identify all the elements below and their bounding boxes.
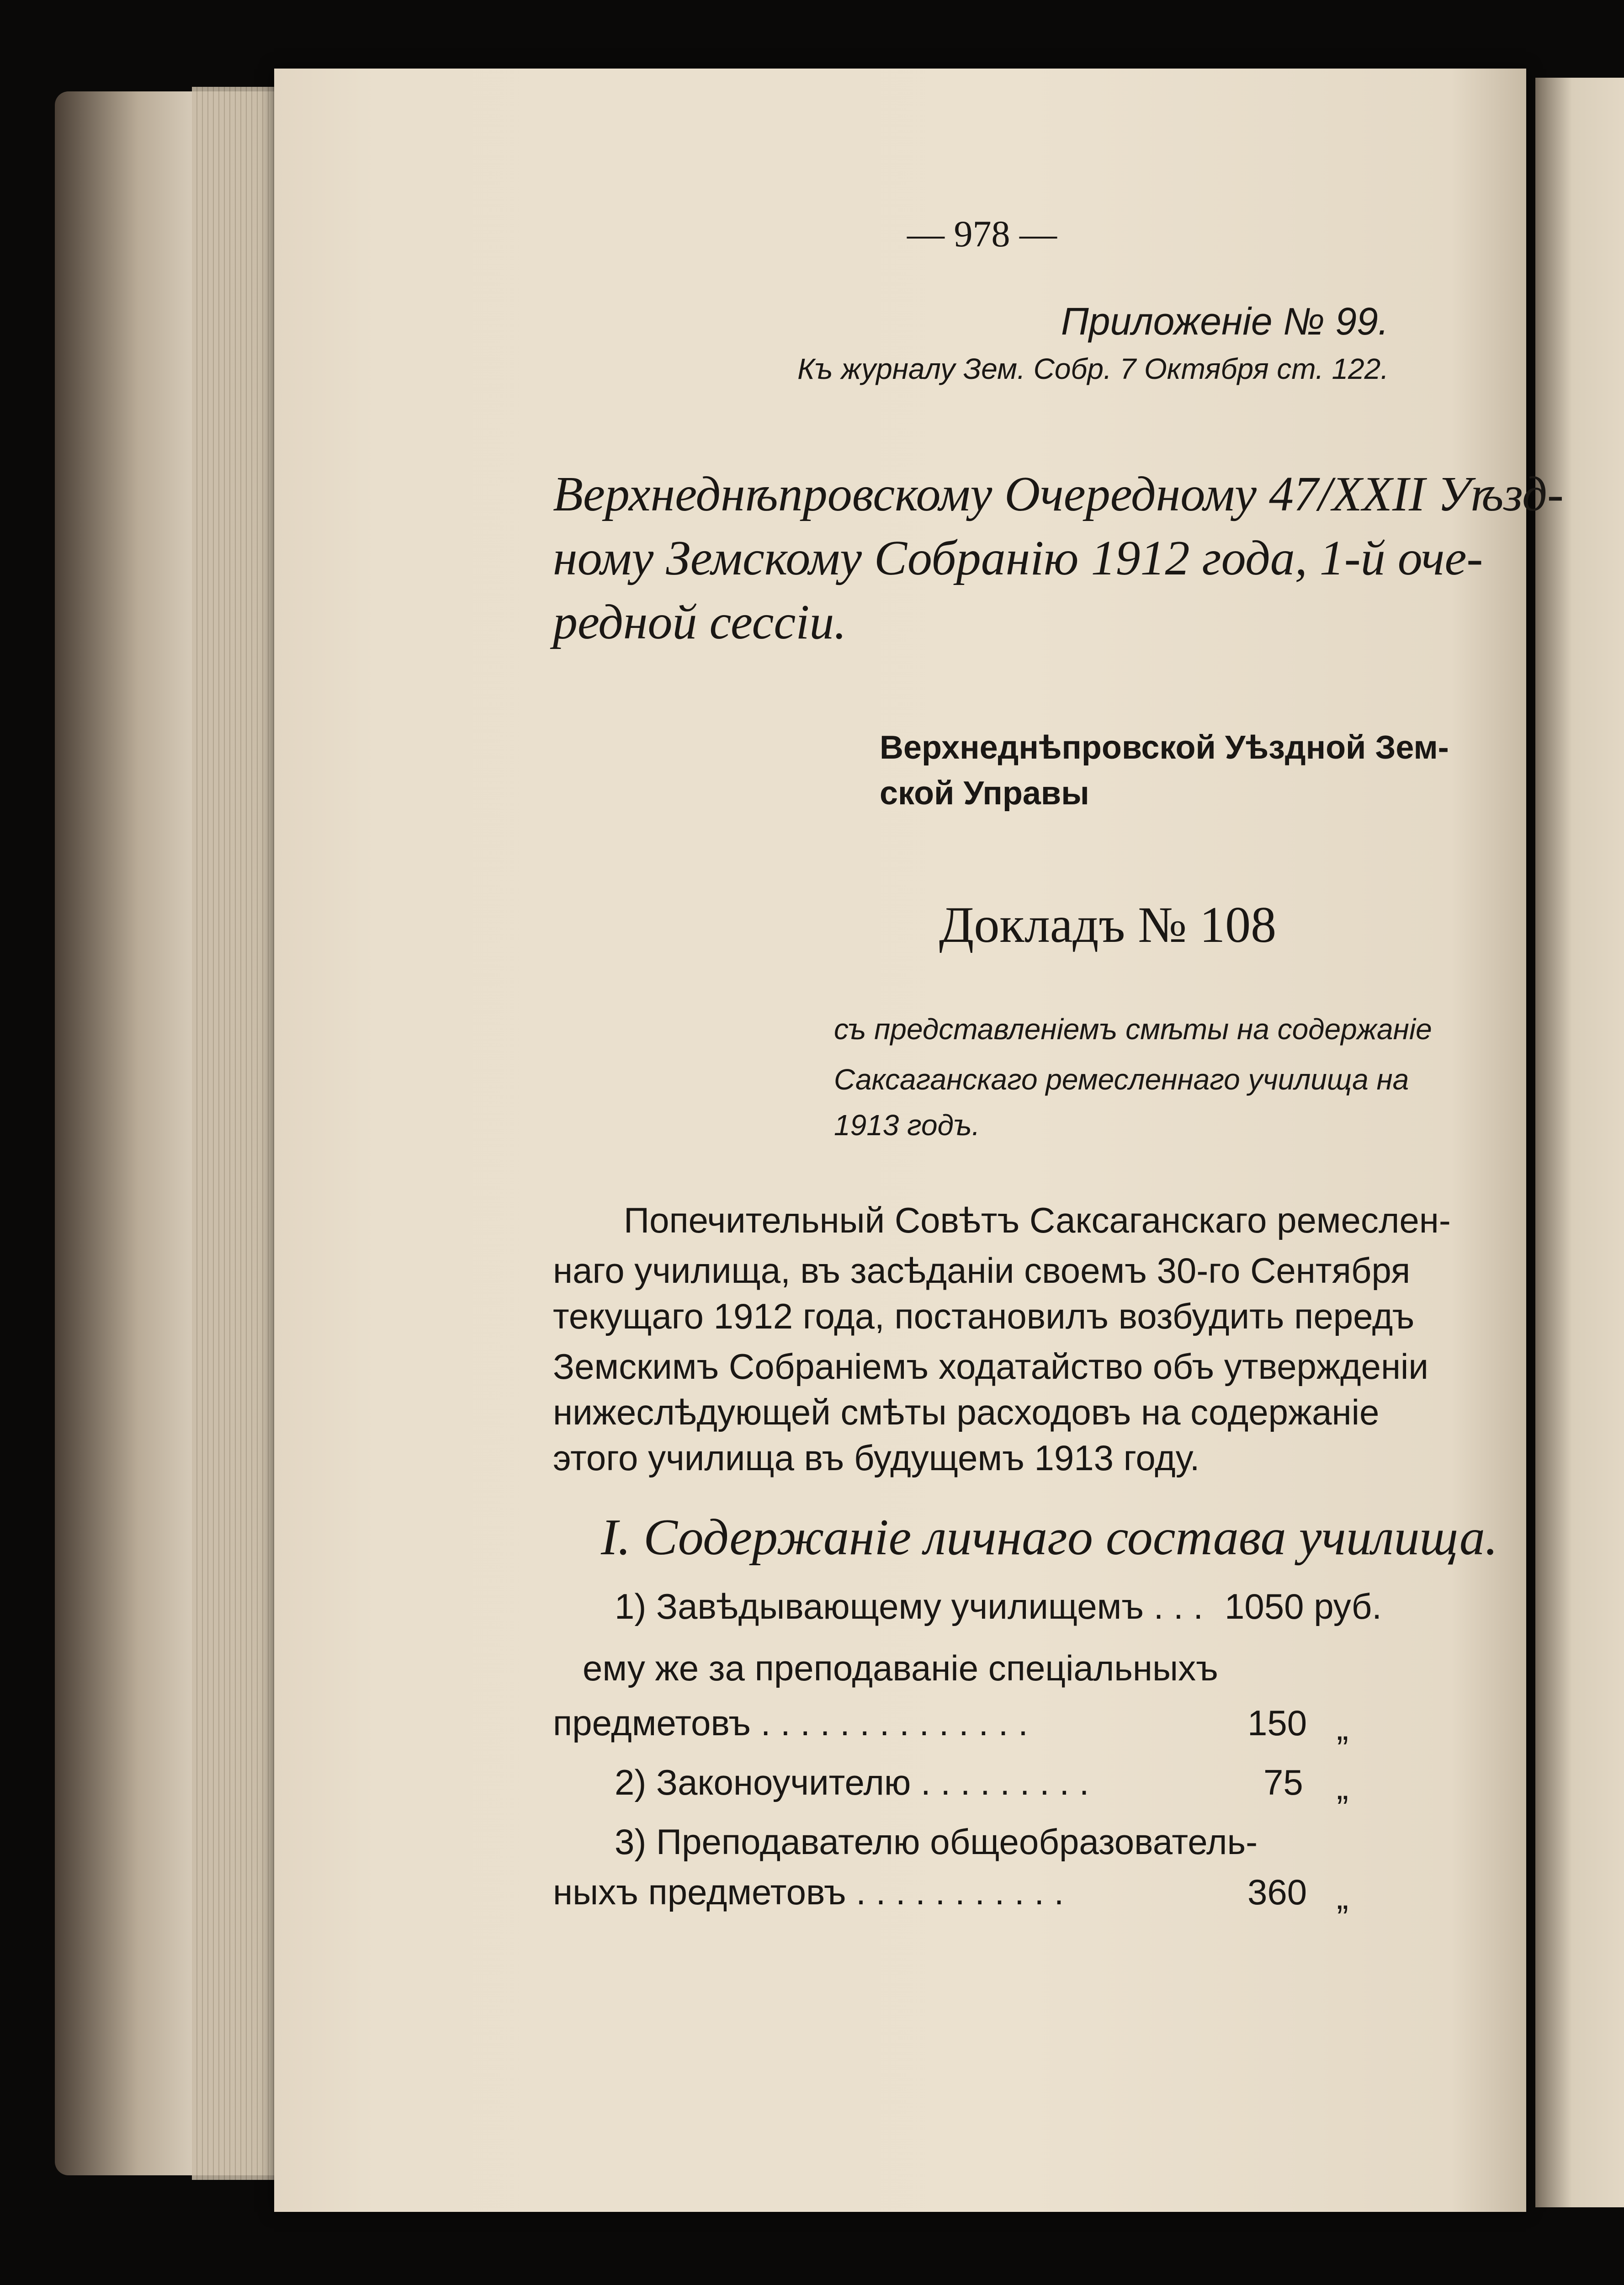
subject-line: Саксаганскаго ремесленнаго училища на <box>834 1063 1409 1096</box>
address-line: ному Земскому Собранію 1912 года, 1-й оче- <box>553 531 1483 585</box>
body-text-line: Попечительный Совѣтъ Саксаганскаго ремеслен- <box>624 1200 1451 1240</box>
section-heading: I. Содержаніе личнаго состава училища. <box>601 1509 1498 1566</box>
body-text-line: этого училища въ будущемъ 1913 году. <box>553 1438 1200 1478</box>
budget-item-amount: 360 <box>1247 1872 1307 1912</box>
budget-item-amount: 150 <box>1247 1703 1307 1743</box>
budget-item-label: 1) Завѣдывающему училищемъ . . . <box>615 1586 1203 1626</box>
page-number: — 978 — <box>907 213 1057 255</box>
subject-line: съ представленіемъ смѣты на содержаніе <box>834 1013 1432 1046</box>
budget-item-label: 2) Законоучителю . . . . . . . . . <box>615 1762 1089 1802</box>
body-text-line: нижеслѣдующей смѣты расходовъ на содержаніе <box>553 1392 1380 1432</box>
ditto-mark: „ <box>1337 1767 1348 1807</box>
journal-reference: Къ журналу Зем. Собр. 7 Октября ст. 122. <box>797 352 1389 385</box>
budget-item-amount: 75 <box>1263 1762 1303 1802</box>
board-name-line: Верхнеднѣпровской Уѣздной Зем- <box>880 729 1449 766</box>
board-name-line: ской Управы <box>880 775 1089 812</box>
budget-item-amount: 1050 руб. <box>1225 1586 1382 1626</box>
facing-page-edge <box>1535 78 1624 2207</box>
ditto-mark: „ <box>1337 1707 1348 1748</box>
report-title: Докладъ № 108 <box>939 897 1277 953</box>
subject-line: 1913 годъ. <box>834 1109 980 1142</box>
address-line: Верхнеднѣпровскому Очередному 47/XXII Уѣзд- <box>553 467 1564 521</box>
appendix-label: Приложеніе № 99. <box>1061 300 1389 343</box>
body-text-line: текущаго 1912 года, постановилъ возбудить передъ <box>553 1296 1415 1336</box>
address-line: редной сессіи. <box>553 595 847 649</box>
body-text-line: наго училища, въ засѣданіи своемъ 30-го Сентября <box>553 1250 1411 1291</box>
body-text-line: Земскимъ Собраніемъ ходатайство объ утвержденіи <box>553 1346 1428 1387</box>
budget-item-label: 3) Преподавателю общеобразователь- <box>615 1822 1258 1862</box>
budget-item-label: ему же за преподаваніе спеціальныхъ <box>583 1648 1218 1688</box>
ditto-mark: „ <box>1337 1876 1348 1917</box>
budget-item-label: предметовъ . . . . . . . . . . . . . . <box>553 1703 1028 1743</box>
budget-item-label: ныхъ предметовъ . . . . . . . . . . . <box>553 1872 1064 1912</box>
